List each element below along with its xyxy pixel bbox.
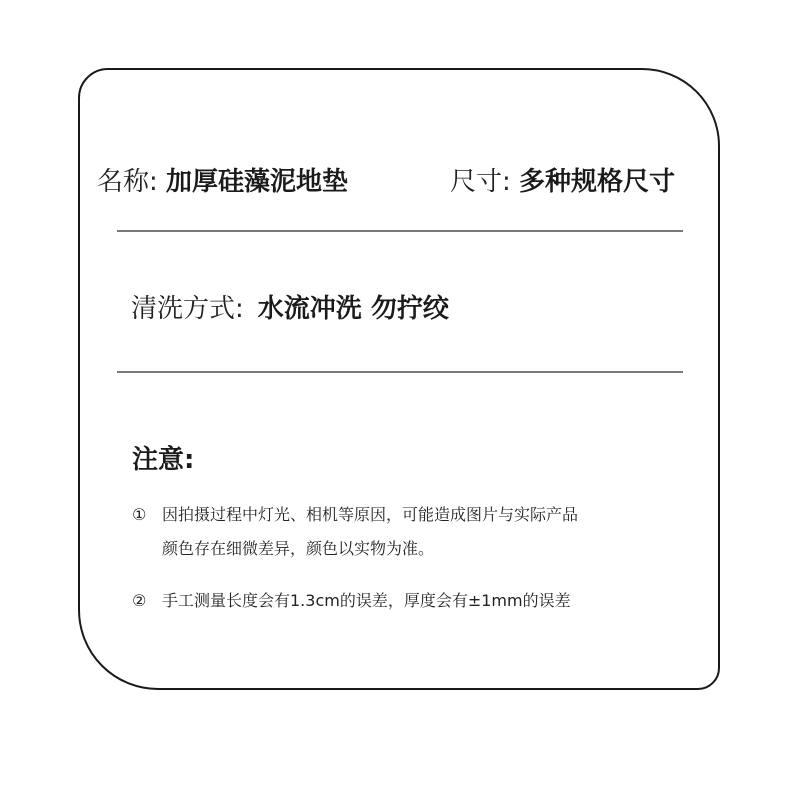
notice-item-2 <box>132 585 571 617</box>
product-size <box>450 162 675 202</box>
product-name <box>97 162 348 202</box>
washing-label: 清洗方式: <box>131 294 244 324</box>
notice-item-1-line2: 颜色存在细微差异，颜色以实物为准。 <box>162 539 435 558</box>
notice-item-2-line1: 手工测量长度会有1.3cm的误差，厚度会有±1mm的误差 <box>162 591 571 610</box>
notice-item-1 <box>132 499 578 531</box>
notice-title: 注意: <box>132 445 195 475</box>
size-value: 多种规格尺寸 <box>519 167 676 197</box>
washing-method-row <box>131 289 449 329</box>
name-label: 名称: <box>97 167 158 197</box>
divider-bottom <box>117 371 683 373</box>
product-info-row <box>97 162 717 202</box>
divider-top <box>117 230 683 232</box>
name-value: 加厚硅藻泥地垫 <box>166 167 349 197</box>
notice-item-2-marker: ② <box>132 591 147 610</box>
notice-item-1-continued <box>162 533 434 565</box>
size-label: 尺寸: <box>450 167 511 197</box>
washing-value: 水流冲洗 勿拧绞 <box>257 294 449 324</box>
notice-item-1-line1: 因拍摄过程中灯光、相机等原因，可能造成图片与实际产品 <box>162 505 579 524</box>
notice-item-1-marker: ① <box>132 505 147 524</box>
